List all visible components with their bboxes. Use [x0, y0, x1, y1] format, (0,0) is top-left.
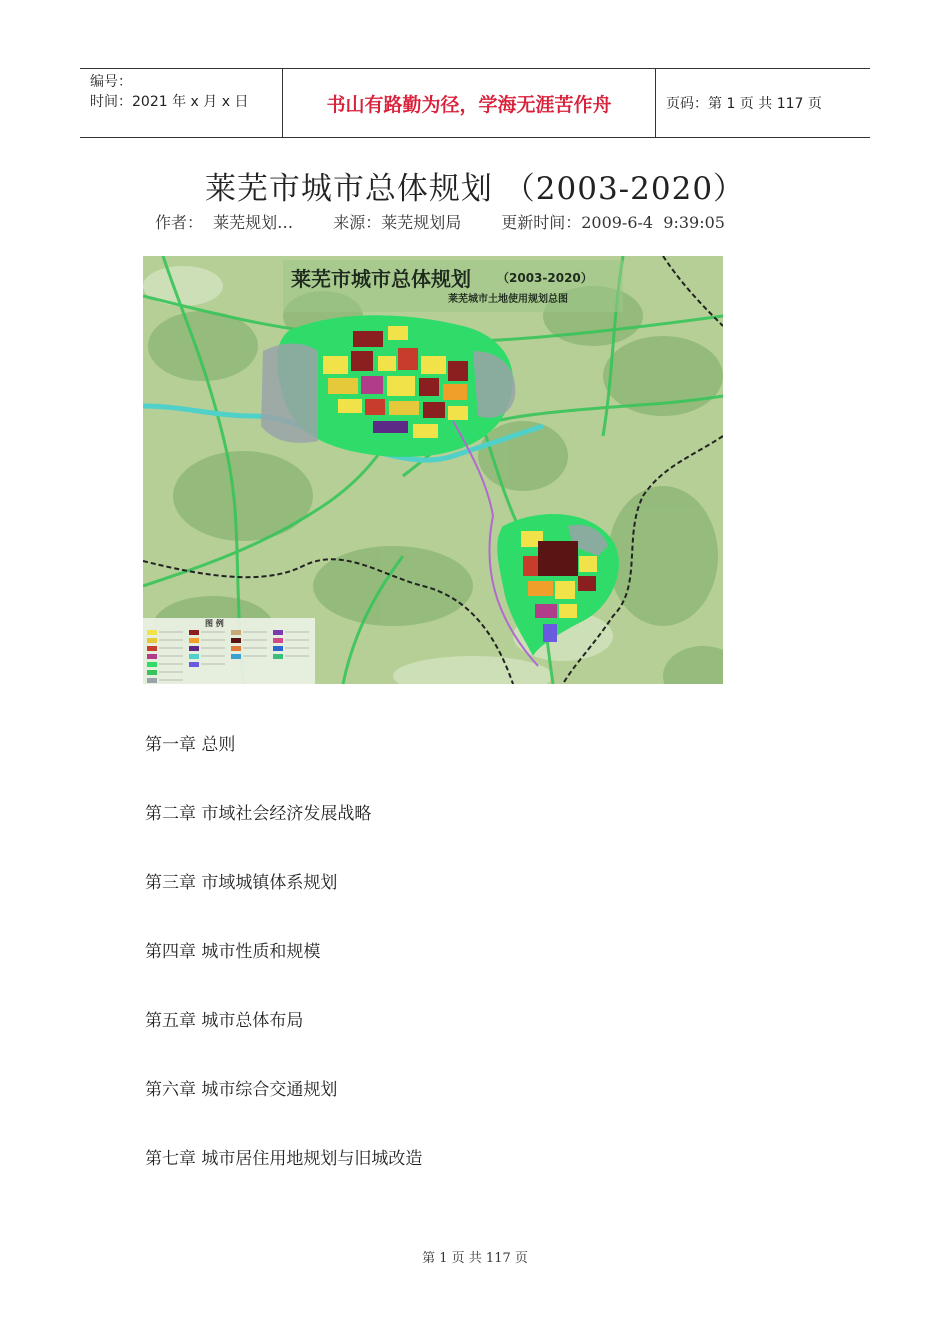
chapter-item-4: 第四章 城市性质和规模 — [145, 942, 321, 962]
updated-time: 更新时间：2009-6-4 9:39:05 — [501, 213, 725, 232]
date-line: 时间：2021 年 x 月 x 日 — [90, 94, 249, 110]
page-info: 页码：第 1 页 共 117 页 — [666, 96, 822, 112]
map-title: 莱芜市城市总体规划 — [291, 267, 471, 291]
author: 作者： 莱芜规划… — [155, 213, 294, 232]
chapter-item-2: 第二章 市域社会经济发展战略 — [145, 804, 372, 824]
chapter-item-6: 第六章 城市综合交通规划 — [145, 1080, 338, 1100]
map-subtitle: 莱芜城市土地使用规划总图 — [448, 294, 568, 305]
motto: 书山有路勤为径，学海无涯苦作舟 — [282, 69, 656, 137]
chapter-item-1: 第一章 总则 — [145, 735, 236, 755]
map-title-years: （2003-2020） — [497, 271, 593, 285]
header-table — [80, 68, 870, 138]
land-use-map-image — [143, 256, 723, 684]
document-meta — [155, 210, 725, 233]
code-label: 编号： — [90, 74, 132, 90]
document-title: 莱芜市城市总体规划 （2003-2020） — [204, 171, 746, 207]
page-footer: 第 1 页 共 117 页 — [422, 1251, 528, 1266]
header-left-cell — [80, 69, 282, 137]
source: 来源：莱芜规划局 — [333, 213, 462, 232]
chapter-item-3: 第三章 市域城镇体系规划 — [145, 873, 338, 893]
chapter-item-7: 第七章 城市居住用地规划与旧城改造 — [145, 1149, 423, 1169]
map-legend-title: 图 例 — [205, 619, 224, 628]
chapter-item-5: 第五章 城市总体布局 — [145, 1011, 304, 1031]
